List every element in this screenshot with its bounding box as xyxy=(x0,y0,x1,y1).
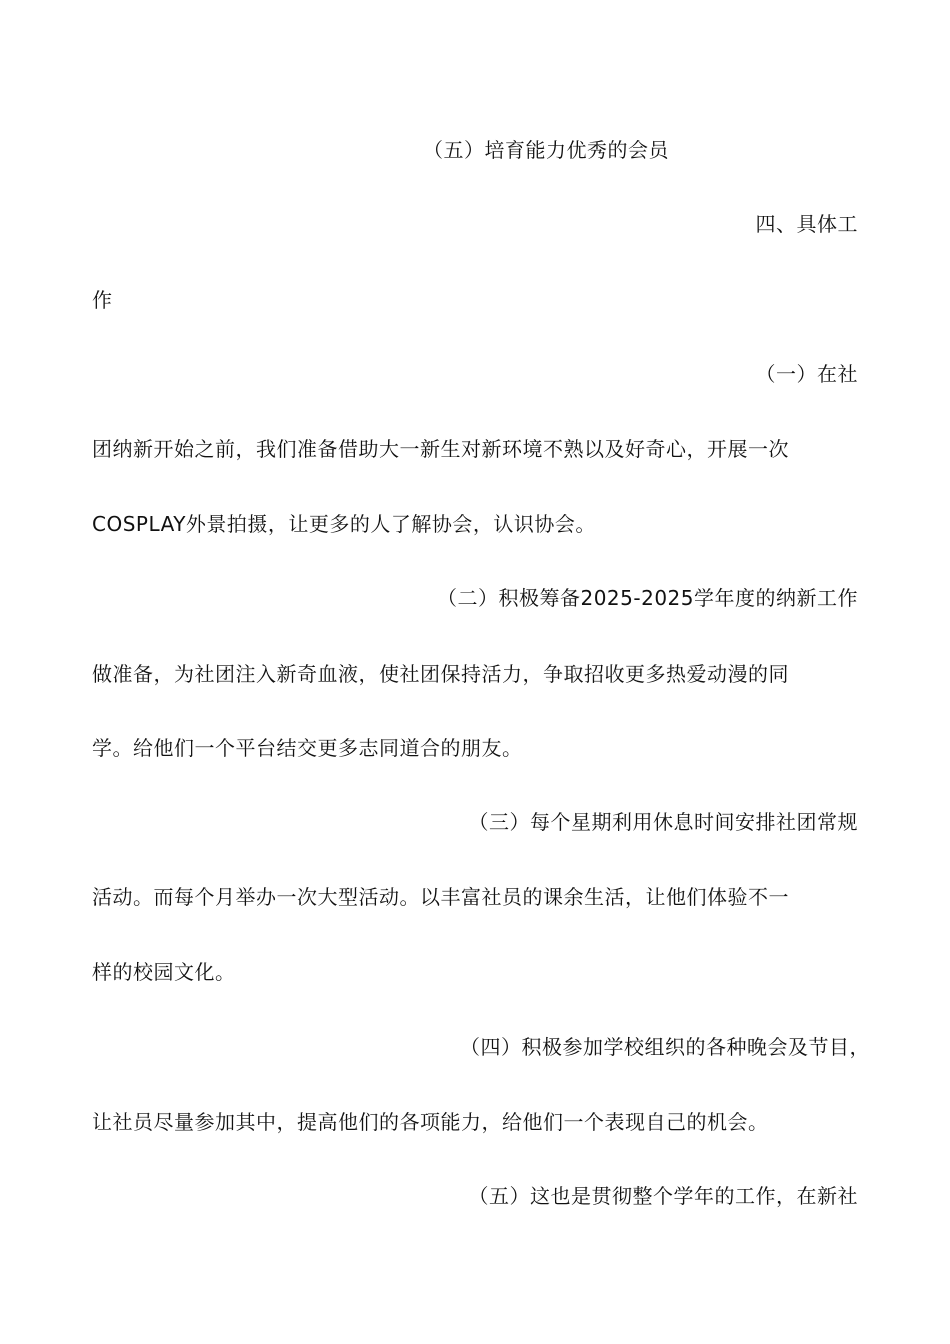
section-heading-four: 四、具体工 xyxy=(755,212,858,236)
item-three-body-2: 样的校园文化。 xyxy=(92,960,236,984)
item-two-body-1: 做准备，为社团注入新奇血液，使社团保持活力，争取招收更多热爱动漫的同 xyxy=(92,662,789,686)
item-two-body-2: 学。给他们一个平台结交更多志同道合的朋友。 xyxy=(92,736,523,760)
item-two-start: （二）积极筹备2025-2025学年度的纳新工作 xyxy=(436,586,858,610)
subheading-five: （五）培育能力优秀的会员 xyxy=(423,138,669,162)
item-one-start: （一）在社 xyxy=(755,362,858,386)
section-heading-continuation: 作 xyxy=(92,288,113,312)
item-five-start: （五）这也是贯彻整个学年的工作，在新社 xyxy=(468,1184,858,1208)
item-four-body-1: 让社员尽量参加其中，提高他们的各项能力，给他们一个表现自己的机会。 xyxy=(92,1110,769,1134)
item-one-body-1: 团纳新开始之前，我们准备借助大一新生对新环境不熟以及好奇心，开展一次 xyxy=(92,437,789,461)
item-four-start: （四）积极参加学校组织的各种晚会及节目， xyxy=(460,1035,870,1059)
item-one-body-2: COSPLAY外景拍摄，让更多的人了解协会，认识协会。 xyxy=(92,512,596,536)
item-three-start: （三）每个星期利用休息时间安排社团常规 xyxy=(468,810,858,834)
item-three-body-1: 活动。而每个月举办一次大型活动。以丰富社员的课余生活，让他们体验不一 xyxy=(92,885,789,909)
